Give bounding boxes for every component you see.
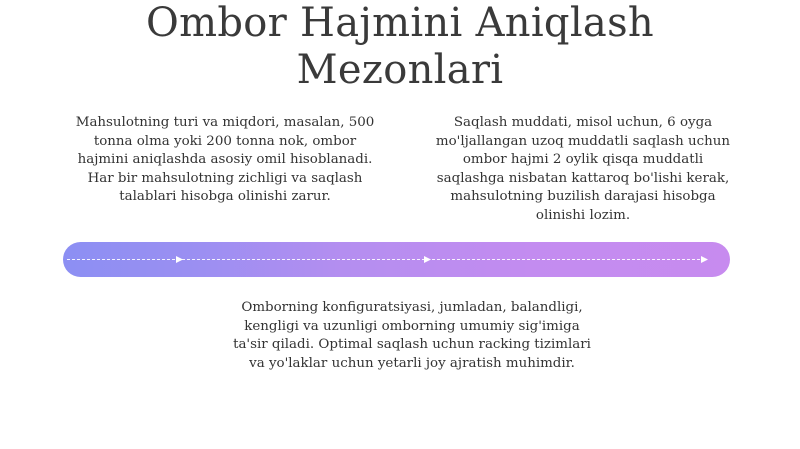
criterion-product-type: Mahsulotning turi va miqdori, masalan, 500 tonna olma yoki 200 tonna nok, ombor hajmini aniqlashda asosiy omil hisoblanadi. Har bir mahsulotning zichligi va saqlash talablari hisobga olinishi zarur. bbox=[75, 115, 375, 204]
timeline-arrow-line bbox=[63, 242, 730, 277]
page-title-line-2: Mezonlari bbox=[296, 47, 504, 93]
page-title-line-1: Ombor Hajmini Aniqlash bbox=[146, 0, 654, 46]
arrow-head-3-icon bbox=[701, 256, 708, 263]
page-title bbox=[0, 0, 800, 94]
criterion-storage-duration: Saqlash muddati, misol uchun, 6 oyga mo'ljallangan uzoq muddatli saqlash uchun ombor hajmi 2 oylik qisqa muddatli saqlashga nisbatan kattaroq bo'lishi kerak, mahsulotning buzilish darajasi hisobga olinishi lozim. bbox=[435, 115, 731, 223]
criterion-warehouse-configuration: Omborning konfiguratsiyasi, jumladan, balandligi, kengligi va uzunligi omborning umumiy sig'imiga ta'sir qiladi. Optimal saqlash uchun racking tizimlari va yo'laklar uchun yetarli joy ajratish muhimdir. bbox=[233, 300, 591, 371]
timeline-bar bbox=[63, 242, 730, 277]
arrow-head-1-icon bbox=[176, 256, 183, 263]
arrow-head-2-icon bbox=[424, 256, 431, 263]
